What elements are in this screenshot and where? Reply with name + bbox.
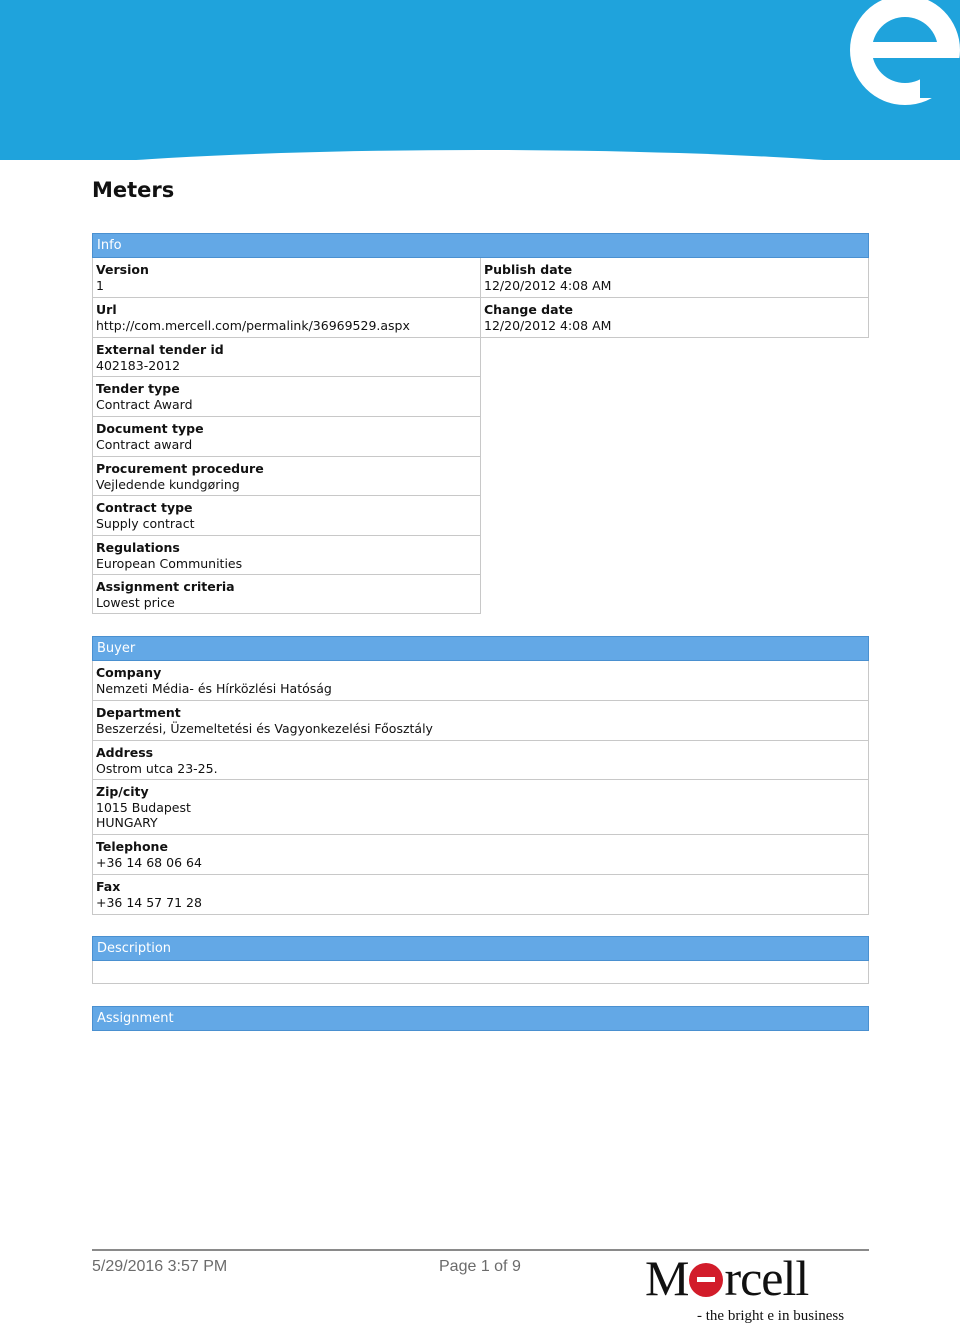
buyer-field-telephone — [92, 835, 869, 875]
url-link[interactable]: http://com.mercell.com/permalink/36969529.aspx — [96, 317, 410, 333]
field-label: Contract type — [96, 500, 193, 515]
mercell-e-mark-icon — [689, 1263, 723, 1297]
field-label: Assignment criteria — [96, 579, 235, 594]
field-value: 402183-2012 — [96, 357, 181, 373]
logo-letter-m: M — [645, 1250, 689, 1306]
field-value: 12/20/2012 4:08 AM — [484, 277, 612, 293]
footer-page-number: Page 1 of 9 — [439, 1258, 521, 1275]
field-label: Url — [96, 302, 117, 317]
field-value: 1015 Budapest — [96, 799, 191, 815]
buyer-field-company — [92, 661, 869, 701]
field-label: Department — [96, 705, 181, 720]
info-field-external-tender-id — [92, 338, 481, 377]
info-field-document-type — [92, 417, 481, 457]
info-field-url — [92, 298, 481, 338]
field-label: Procurement procedure — [96, 461, 264, 476]
info-field-procurement-procedure — [92, 457, 481, 496]
info-field-tender-type — [92, 377, 481, 417]
field-value: Ostrom utca 23-25. — [96, 760, 218, 776]
buyer-field-address — [92, 741, 869, 780]
info-field-assignment-criteria — [92, 575, 481, 614]
field-value: Supply contract — [96, 515, 195, 531]
buyer-section-header: Buyer — [92, 636, 869, 661]
buyer-field-fax — [92, 875, 869, 915]
field-label: Company — [96, 665, 162, 680]
field-label: Version — [96, 262, 149, 277]
mercell-logo — [645, 1252, 865, 1304]
field-value: Nemzeti Média- és Hírközlési Hatóság — [96, 680, 332, 696]
field-value: 12/20/2012 4:08 AM — [484, 317, 612, 333]
field-label: Tender type — [96, 381, 180, 396]
description-body — [92, 961, 869, 984]
buyer-field-department — [92, 701, 869, 741]
field-label: External tender id — [96, 342, 224, 357]
field-label: Zip/city — [96, 784, 149, 799]
description-section-header: Description — [92, 936, 869, 961]
mercell-tagline: - the bright e in business — [697, 1308, 845, 1324]
field-value: 1 — [96, 277, 104, 293]
buyer-field-zip-city — [92, 780, 869, 835]
field-value: Contract Award — [96, 396, 193, 412]
field-value: European Communities — [96, 555, 243, 571]
info-field-contract-type — [92, 496, 481, 536]
info-section-header: Info — [92, 233, 869, 258]
field-value: Lowest price — [96, 594, 175, 610]
info-field-version — [92, 258, 481, 298]
field-label: Regulations — [96, 540, 180, 555]
header-wave — [0, 150, 960, 160]
info-field-regulations — [92, 536, 481, 575]
assignment-section-header: Assignment — [92, 1006, 869, 1031]
field-value: Contract award — [96, 436, 193, 452]
field-value: Beszerzési, Üzemeltetési és Vagyonkezelési Főosztály — [96, 720, 433, 736]
footer-timestamp: 5/29/2016 3:57 PM — [92, 1258, 228, 1275]
field-label: Change date — [484, 302, 574, 317]
header-band — [0, 0, 960, 160]
info-field-change-date — [480, 298, 869, 338]
field-value: +36 14 68 06 64 — [96, 854, 202, 870]
page-title: Meters — [92, 178, 175, 202]
field-value: +36 14 57 71 28 — [96, 894, 202, 910]
field-value: Vejledende kundgøring — [96, 476, 240, 492]
info-field-publish-date — [480, 258, 869, 298]
mercell-e-icon — [820, 0, 960, 120]
logo-letters: rcell — [724, 1250, 809, 1306]
field-label: Fax — [96, 879, 121, 894]
field-label: Telephone — [96, 839, 168, 854]
field-label: Address — [96, 745, 154, 760]
field-label: Publish date — [484, 262, 573, 277]
field-label: Document type — [96, 421, 204, 436]
country-value: HUNGARY — [96, 815, 158, 830]
